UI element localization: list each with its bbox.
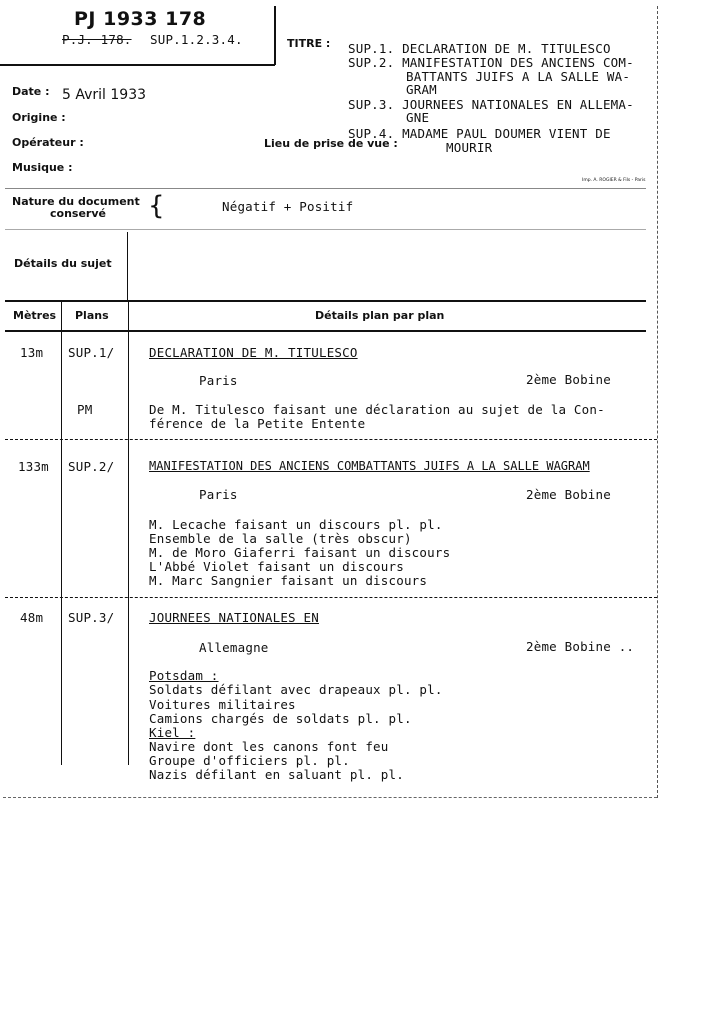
section1-place: Paris [199, 373, 238, 388]
nature-label-2: conservé [50, 207, 106, 220]
section-divider-2 [5, 597, 657, 598]
sup-reference: SUP.1.2.3.4. [150, 32, 243, 47]
operateur-label: Opérateur : [12, 136, 84, 149]
date-label: Date : [12, 85, 50, 98]
table-top-rule [5, 300, 646, 302]
nature-bottom-rule [5, 229, 646, 230]
section-divider-1 [5, 439, 657, 440]
section3-title: JOURNEES NATIONALES EN [149, 610, 319, 625]
section1-title: DECLARATION DE M. TITULESCO [149, 345, 358, 360]
section2-line-5: M. Marc Sangnier faisant un discours [149, 573, 428, 588]
section2-plan: SUP.2/ [68, 459, 115, 474]
section2-line-2: Ensemble de la salle (très obscur) [149, 531, 412, 546]
section2-line-4: L'Abbé Violet faisant un discours [149, 559, 404, 574]
nature-brace: { [148, 191, 165, 221]
details-label: Détails du sujet [14, 257, 112, 270]
col-header-plans: Plans [75, 309, 109, 322]
col-divider-1 [61, 300, 62, 765]
section2-place: Paris [199, 487, 238, 502]
lieu-label: Lieu de prise de vue : [264, 137, 398, 150]
titre-line-5: SUP.3. JOURNEES NATIONALES EN ALLEMA- [348, 97, 634, 112]
old-reference: P.J. 178. [62, 32, 132, 47]
section2-line-3: M. de Moro Giaferri faisant un discours [149, 545, 451, 560]
ref-box-right [274, 6, 276, 65]
card-bottom-edge [3, 797, 657, 798]
section1-bobine: 2ème Bobine [526, 372, 611, 387]
section3-kiel-line-1: Navire dont les canons font feu [149, 739, 389, 754]
titre-line-6: GNE [406, 110, 430, 125]
section1-metres: 13m [20, 345, 44, 360]
section3-metres: 48m [20, 610, 44, 625]
section2-line-1: M. Lecache faisant un discours pl. pl. [149, 517, 443, 532]
card-right-edge [657, 6, 658, 798]
section1-plan: SUP.1/ [68, 345, 115, 360]
titre-line-3: BATTANTS JUIFS A LA SALLE WA- [406, 69, 631, 84]
titre-line-2: SUP.2. MANIFESTATION DES ANCIENS COM- [348, 55, 634, 70]
section2-title: MANIFESTATION DES ANCIENS COMBATTANTS JUIFS A LA SALLE WAGRAM [149, 459, 590, 473]
section3-bobine: 2ème Bobine .. [526, 639, 635, 654]
section1-subplan: PM [77, 402, 93, 417]
handwritten-reference: PJ 1933 178 [74, 8, 207, 30]
section3-kiel-line-3: Nazis défilant en saluant pl. pl. [149, 767, 404, 782]
section2-metres: 133m [18, 459, 49, 474]
section3-potsdam: Potsdam : [149, 668, 219, 683]
titre-line-7: SUP.4. MADAME PAUL DOUMER VIENT DE [348, 126, 611, 141]
section1-line-2: férence de la Petite Entente [149, 416, 366, 431]
section3-plan: SUP.3/ [68, 610, 115, 625]
col-header-details: Détails plan par plan [315, 309, 445, 322]
col-divider-2 [128, 300, 129, 765]
nature-top-rule [5, 188, 646, 189]
section3-kiel-line-2: Groupe d'officiers pl. pl. [149, 753, 350, 768]
imprint: Imp. A. ROGIER & Fils - Paris [582, 178, 646, 183]
section3-potsdam-line-1: Soldats défilant avec drapeaux pl. pl. [149, 682, 443, 697]
section3-place: Allemagne [199, 640, 269, 655]
col-header-metres: Mètres [13, 309, 57, 322]
musique-label: Musique : [12, 161, 73, 174]
ref-box-bottom [0, 64, 275, 66]
nature-label-1: Nature du document [12, 195, 140, 208]
titre-line-8: MOURIR [446, 140, 493, 155]
details-bracket [127, 232, 128, 300]
section3-potsdam-line-3: Camions chargés de soldats pl. pl. [149, 711, 412, 726]
origine-label: Origine : [12, 111, 66, 124]
titre-label: TITRE : [287, 37, 331, 50]
date-value: 5 Avril 1933 [62, 87, 147, 103]
table-header-rule [5, 330, 646, 332]
titre-line-1: SUP.1. DECLARATION DE M. TITULESCO [348, 41, 611, 56]
section1-line-1: De M. Titulesco faisant une déclaration au sujet de la Con- [149, 402, 605, 417]
section2-bobine: 2ème Bobine [526, 487, 611, 502]
nature-value: Négatif + Positif [222, 199, 354, 214]
titre-line-4: GRAM [406, 82, 437, 97]
section3-kiel: Kiel : [149, 725, 196, 740]
section3-potsdam-line-2: Voitures militaires [149, 697, 296, 712]
